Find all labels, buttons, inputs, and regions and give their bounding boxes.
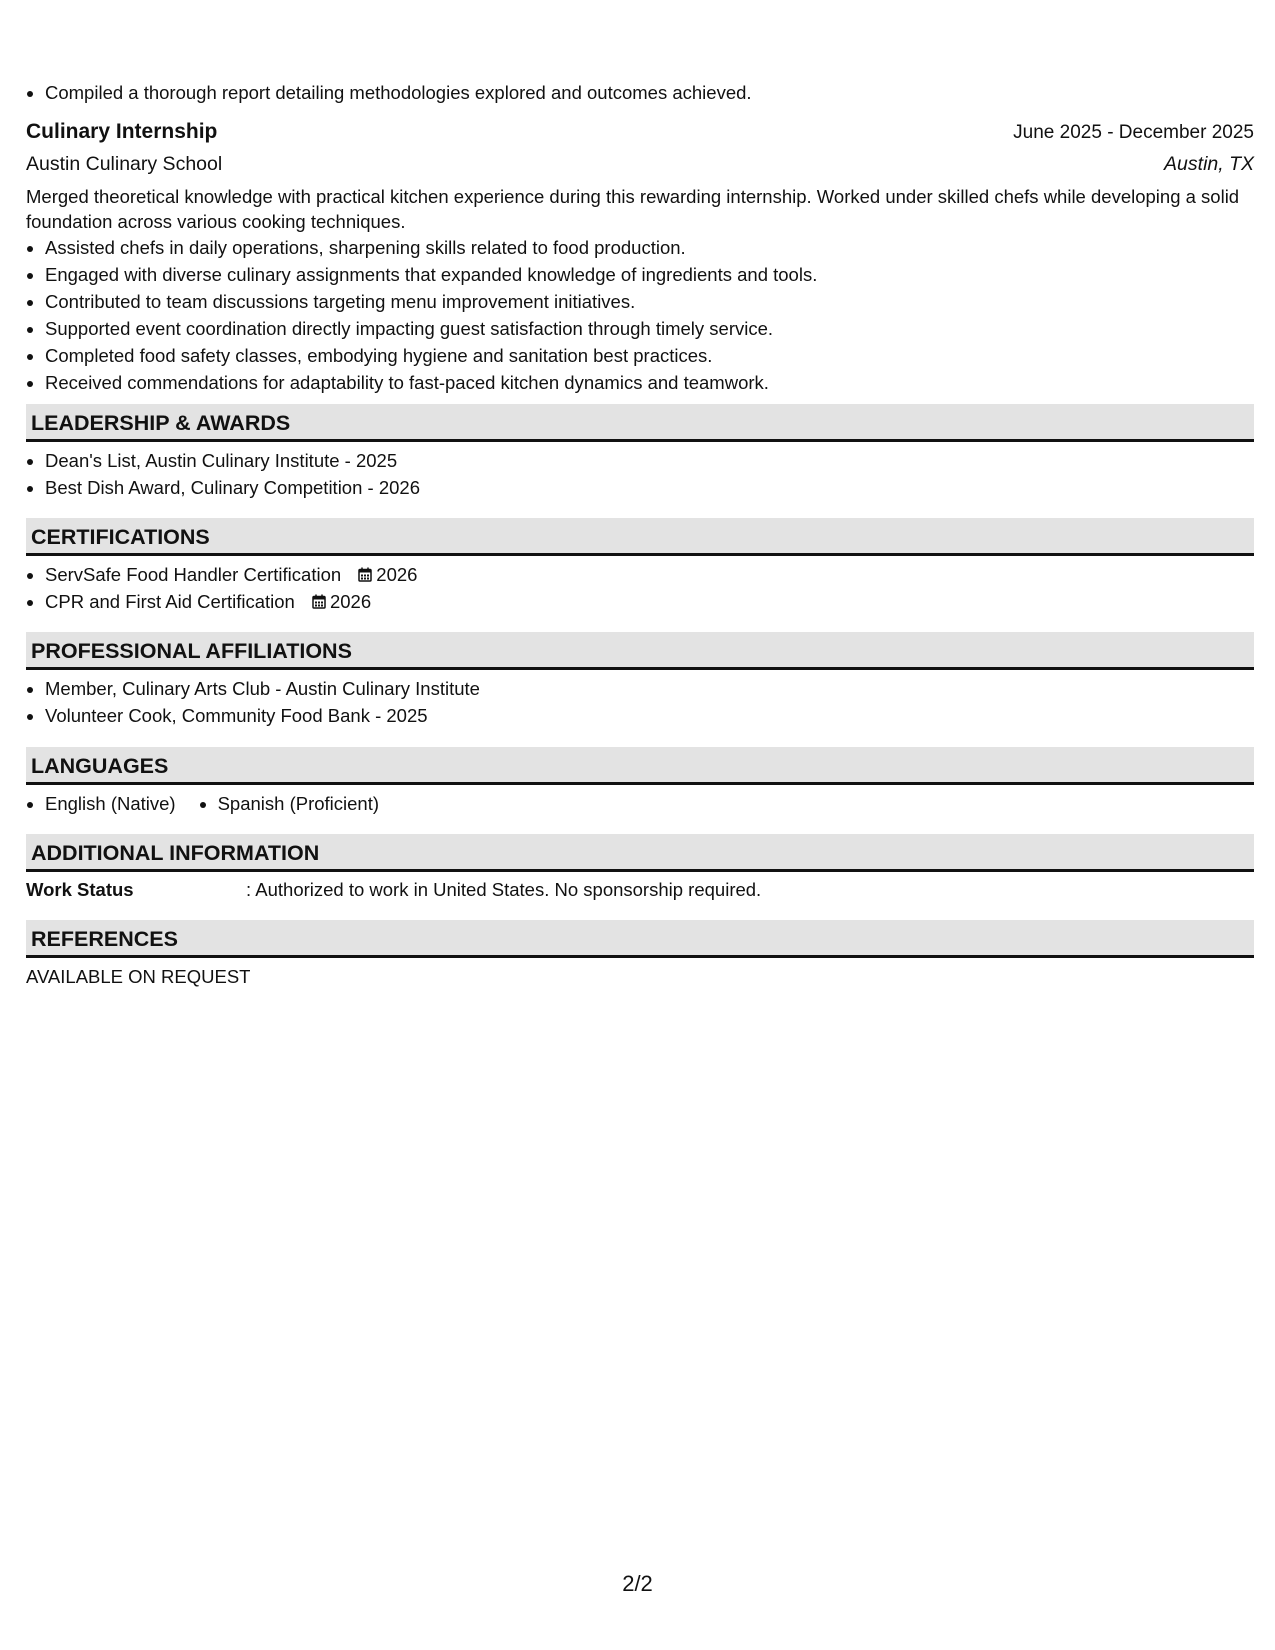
languages-section [26,747,1254,817]
section-heading: LEADERSHIP & AWARDS [26,404,1254,442]
section-heading: PROFESSIONAL AFFILIATIONS [26,632,1254,670]
job-bullets [26,234,1254,396]
references-section [26,920,1254,990]
work-status-label: Work Status [26,879,134,900]
experience-bullets [26,79,752,106]
job-title: Culinary Internship [26,120,218,143]
awards-list [26,447,1254,501]
certification-name: CPR and First Aid Certification [45,591,295,612]
additional-info-section [26,834,1254,903]
job-organization: Austin Culinary School [26,153,223,175]
section-heading: REFERENCES [26,920,1254,958]
list-item: • Contributed to team discussions targeting menu improvement initiatives. [45,288,1254,315]
leadership-section [26,404,1254,501]
list-item: • English (Native) [45,790,176,817]
job-description: Merged theoretical knowledge with practical kitchen experience during this rewarding internship. Worked under skilled chefs while developing a solid foundation across various cooking techniques. [26,186,1240,232]
list-item [45,588,1254,615]
internship-entry [26,116,1254,396]
languages-list [26,790,1254,817]
work-status-value: : Authorized to work in United States. No sponsorship required. [246,879,762,900]
list-item: • Completed food safety classes, embodying hygiene and sanitation best practices. [45,342,1254,369]
references-text: AVAILABLE ON REQUEST [26,966,251,987]
affiliations-section [26,632,1254,729]
certifications-list [26,561,1254,615]
job-dates: June 2025 - December 2025 [1013,122,1254,143]
list-item: • Engaged with diverse culinary assignments that expanded knowledge of ingredients and tools. [45,261,1254,288]
list-item: • Member, Culinary Arts Club - Austin Culinary Institute [45,675,1254,702]
list-item: • Assisted chefs in daily operations, sharpening skills related to food production. [45,234,1254,261]
list-item: • Dean's List, Austin Culinary Institute - 2025 [45,447,1254,474]
certification-year: 2026 [376,564,418,585]
certification-year: 2026 [329,591,372,612]
list-item [45,561,1254,588]
list-item: • Received commendations for adaptability to fast-paced kitchen dynamics and teamwork. [45,369,1254,396]
calendar-icon [358,567,372,582]
certifications-section [26,518,1254,615]
job-location: Austin, TX [1164,153,1254,175]
job-subheader [26,148,1254,180]
section-heading: CERTIFICATIONS [26,518,1254,556]
list-item: • Best Dish Award, Culinary Competition - 2026 [45,474,1254,501]
list-item: • Volunteer Cook, Community Food Bank - 2025 [45,702,1254,729]
section-heading: LANGUAGES [26,747,1254,785]
certification-name: ServSafe Food Handler Certification [45,564,342,585]
work-status-row [26,876,1254,903]
job-header [26,116,1254,149]
affiliations-list [26,675,1254,729]
calendar-icon [312,594,326,609]
list-item: • Compiled a thorough report detailing methodologies explored and outcomes achieved. [45,79,752,106]
list-item: • Supported event coordination directly impacting guest satisfaction through timely service. [45,315,1254,342]
page-number: 2/2 [622,1571,653,1596]
section-heading: ADDITIONAL INFORMATION [26,834,1254,872]
list-item: • Spanish (Proficient) [218,790,379,817]
